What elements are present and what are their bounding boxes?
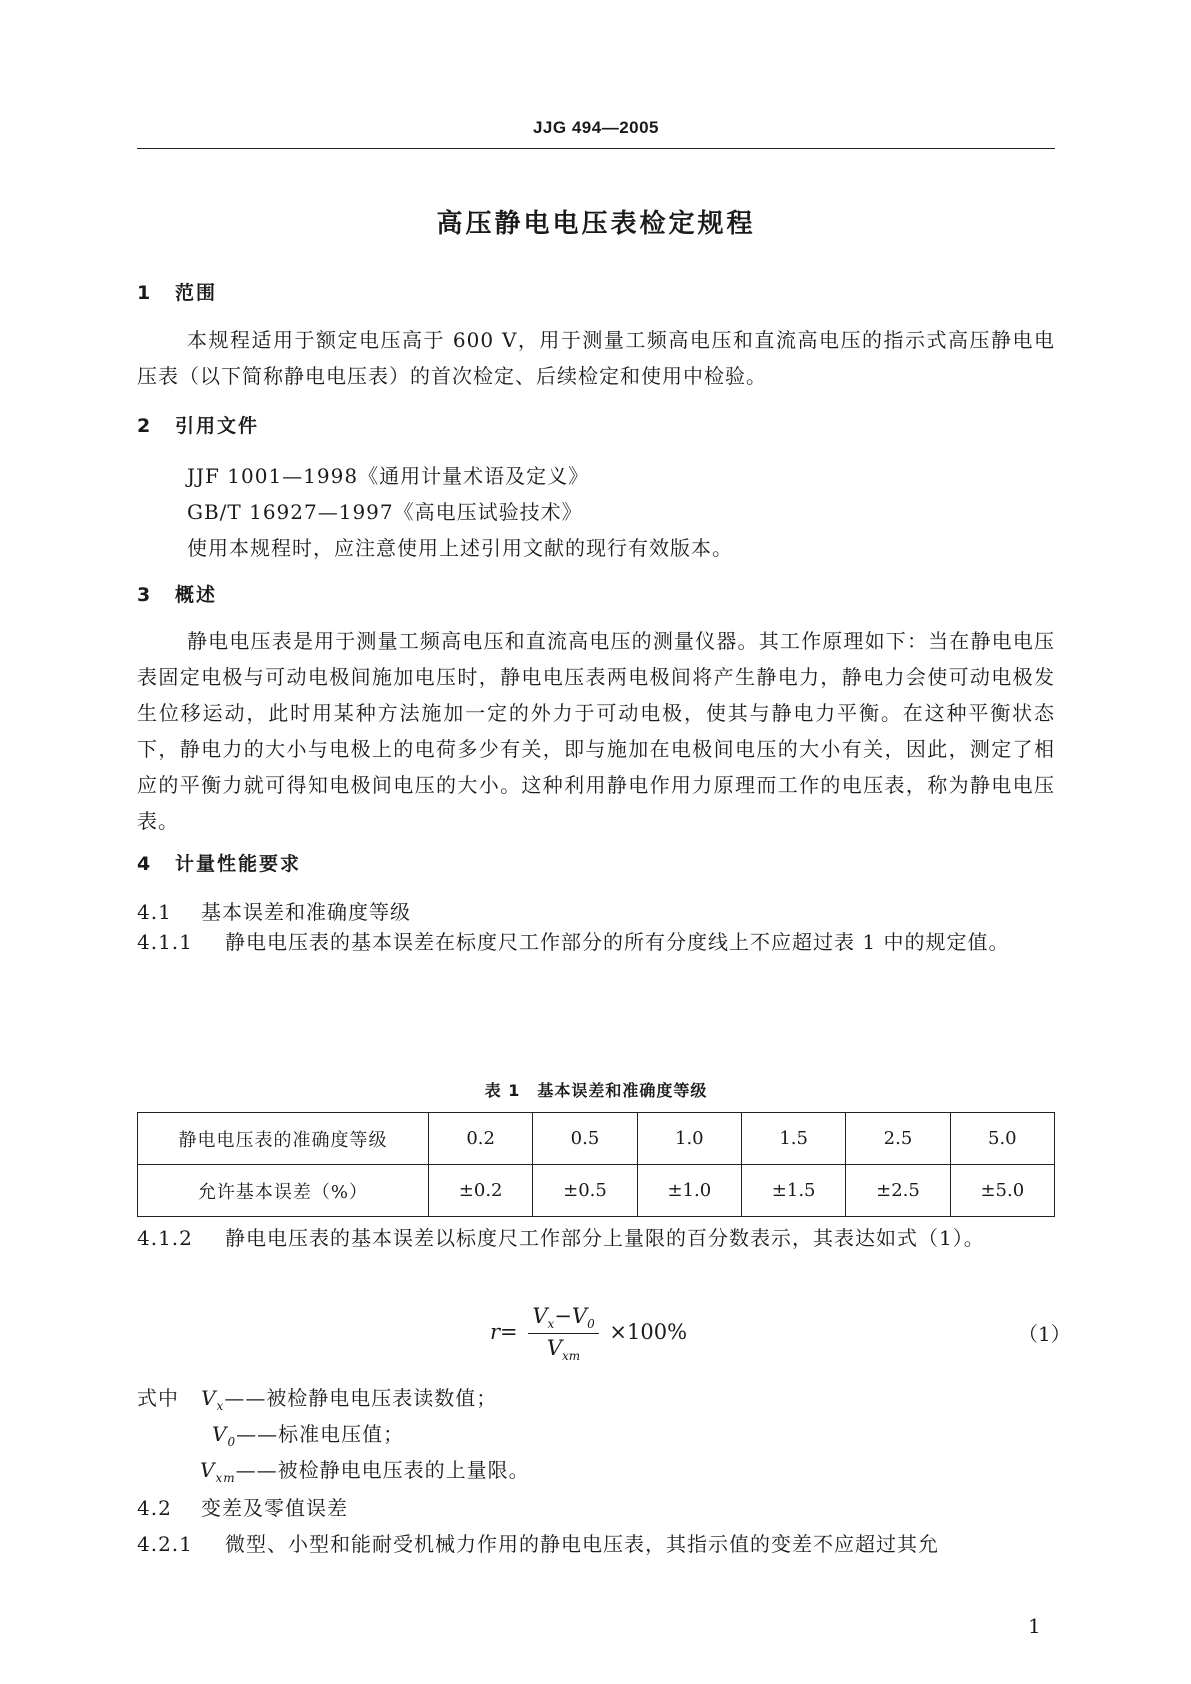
subsection-number: 4.2 [137, 1496, 172, 1520]
table-cell: 允许基本误差（%） [138, 1165, 429, 1217]
definition-text: ——被检静电电压表读数值； [224, 1386, 498, 1410]
section-number: 2 [137, 415, 153, 437]
table-cell: 静电电压表的准确度等级 [138, 1113, 429, 1165]
subsection-4-1-heading [137, 896, 411, 925]
formula-numerator [528, 1304, 598, 1334]
reference-item: JJF 1001—1998《通用计量术语及定义》 [187, 464, 590, 488]
table-cell: ±0.2 [429, 1165, 533, 1217]
symbol-v: V [546, 1336, 563, 1361]
table-cell: ±1.5 [741, 1165, 845, 1217]
section-3-paragraph: 静电电压表是用于测量工频高电压和直流高电压的测量仪器。其工作原理如下：当在静电电压表固定电极与可动电极间施加电压时，静电电压表两电极间将产生静电力，静电力会使可动电极发生位移运动，此时用某种方法施加一定的外力于可动电极，使其与静电力平衡。在这种平衡状态下，静电力的大小与电极上的电荷多少有关，即与施加在电极间电压的大小有关，因此，测定了相应的平衡力就可得知电极间电压的大小。这种利用静电作用力原理而工作的电压表，称为静电电压表。 [137, 629, 1055, 833]
page-number: 1 [1028, 1614, 1041, 1638]
table-cell: 5.0 [950, 1113, 1054, 1165]
section-title: 概述 [175, 584, 218, 606]
definition-line [200, 1454, 530, 1485]
accuracy-grade-table [137, 1112, 1055, 1217]
table-cell: ±5.0 [950, 1165, 1054, 1217]
minus-sign: − [554, 1304, 572, 1328]
symbol-v: V [200, 1458, 216, 1482]
page-header-code: JJG 494—2005 [532, 118, 660, 137]
symbol-v: V [212, 1422, 228, 1446]
definition-line [137, 1382, 497, 1413]
error-formula [490, 1304, 687, 1363]
table-cell: ±1.0 [637, 1165, 741, 1217]
clause-4-1-2 [137, 1220, 1055, 1256]
symbol-v: V [201, 1386, 217, 1410]
section-number: 1 [137, 282, 153, 304]
table-cell: 0.5 [533, 1113, 637, 1165]
subscript: xm [215, 1471, 236, 1485]
table-cell: 1.0 [637, 1113, 741, 1165]
subscript: xm [562, 1349, 581, 1364]
subscript: 0 [587, 1317, 595, 1332]
clause-4-1-1 [137, 924, 1055, 960]
subscript: 0 [227, 1435, 237, 1449]
clause-number: 4.1.1 [137, 930, 193, 954]
formula-fraction [528, 1304, 598, 1363]
subsection-4-2-heading [137, 1492, 348, 1521]
table-1-caption: 表 1 基本误差和准确度等级 [484, 1081, 708, 1100]
table-cell: 1.5 [741, 1113, 845, 1165]
subscript: x [547, 1317, 555, 1332]
clause-number: 4.1.2 [137, 1226, 193, 1250]
subsection-title: 基本误差和准确度等级 [201, 900, 411, 924]
section-1-heading [137, 278, 217, 305]
clause-4-2-1 [137, 1528, 939, 1557]
subscript: x [216, 1399, 225, 1413]
definition-text: ——标准电压值； [236, 1422, 405, 1446]
subsection-title: 变差及零值误差 [201, 1496, 348, 1520]
reference-note: 使用本规程时，应注意使用上述引用文献的现行有效版本。 [187, 536, 733, 560]
document-title: 高压静电电压表检定规程 [436, 209, 756, 239]
section-title: 引用文件 [175, 415, 260, 437]
section-title: 范围 [175, 282, 218, 304]
section-3-heading [137, 580, 217, 607]
clause-text: 微型、小型和能耐受机械力作用的静电电压表，其指示值的变差不应超过其允 [225, 1532, 939, 1556]
definition-text: ——被检静电电压表的上量限。 [235, 1458, 530, 1482]
clause-text: 静电电压表的基本误差在标度尺工作部分的所有分度线上不应超过表 1 中的规定值。 [225, 930, 1010, 954]
table-cell: 2.5 [846, 1113, 950, 1165]
section-4-heading [137, 849, 301, 876]
where-intro: 式中 [137, 1386, 179, 1410]
reference-item: GB/T 16927—1997《高电压试验技术》 [187, 500, 583, 524]
formula-denominator [528, 1334, 598, 1363]
symbol-v: V [571, 1304, 588, 1328]
definition-line [212, 1418, 404, 1449]
table-cell: ±2.5 [846, 1165, 950, 1217]
table-row [138, 1113, 1055, 1165]
clause-text: 静电电压表的基本误差以标度尺工作部分上量限的百分数表示，其表达如式（1）。 [225, 1226, 985, 1250]
section-number: 3 [137, 584, 153, 606]
symbol-v: V [532, 1304, 548, 1328]
formula-rhs: ×100% [609, 1320, 688, 1345]
header-rule [137, 148, 1055, 149]
formula-lhs: r [490, 1320, 501, 1345]
section-2-heading [137, 411, 259, 438]
equation-number: （1） [1018, 1322, 1071, 1346]
section-number: 4 [137, 853, 153, 875]
table-cell: ±0.5 [533, 1165, 637, 1217]
table-row [138, 1165, 1055, 1217]
section-1-paragraph: 本规程适用于额定电压高于 600 V，用于测量工频高电压和直流高电压的指示式高压静电电压表（以下简称静电电压表）的首次检定、后续检定和使用中检验。 [137, 328, 1055, 388]
section-title: 计量性能要求 [175, 853, 302, 875]
clause-number: 4.2.1 [137, 1532, 193, 1556]
subsection-number: 4.1 [137, 900, 172, 924]
table-cell: 0.2 [429, 1113, 533, 1165]
formula-equals: = [500, 1320, 518, 1345]
